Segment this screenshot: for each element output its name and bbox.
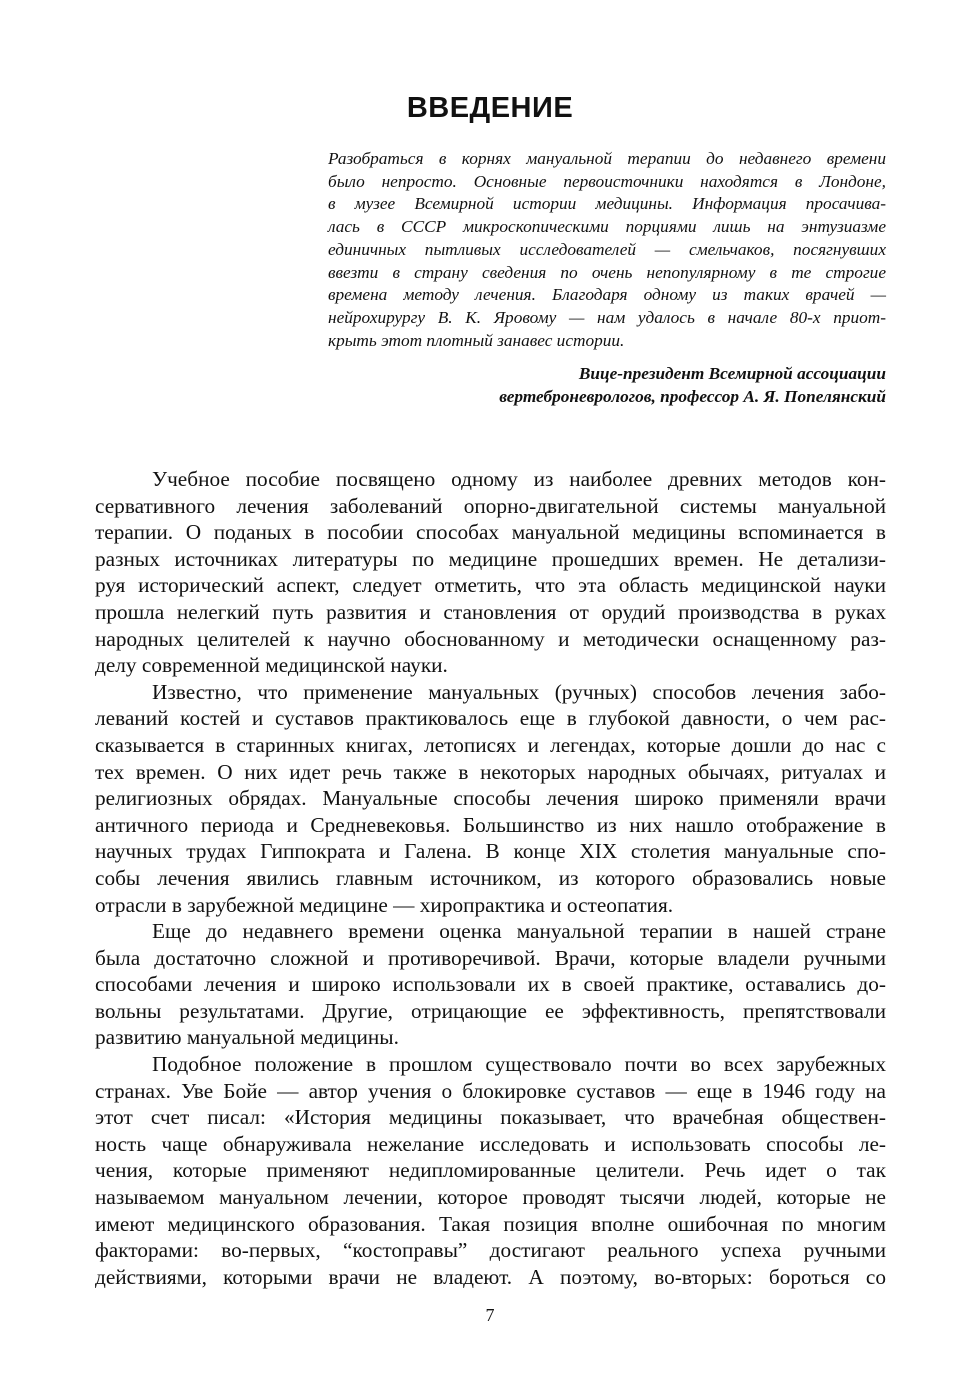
text-line: терапии. О поданых в пособии способах мануальной медицины вспоминается в [95, 520, 886, 545]
epigraph-line: было непросто. Основные первоисточники находятся в Лондоне, [328, 171, 886, 191]
text-line: леваний костей и суставов практиковалось еще в глубокой давности, о чем рас- [95, 706, 886, 731]
epigraph-line: времена методу лечения. Благодаря одному из таких врачей — [328, 285, 886, 305]
epigraph-line: в музее Всемирной истории медицины. Информация просачива- [328, 194, 886, 214]
text-line: Известно, что применение мануальных (ручных) способов лечения забо- [152, 679, 886, 704]
text-line: научных трудах Гиппократа и Галена. В конце XIX столетия мануальные спо- [95, 839, 886, 864]
text-line: Подобное положение в прошлом существовало почти во всех зарубежных [152, 1052, 886, 1077]
text-line: этот счет писал: «История медицины показывает, что врачебная обществен- [95, 1105, 886, 1130]
text-line: называемом мануальном лечении, которое проводят тысячи людей, которые не [95, 1185, 886, 1210]
epigraph-attribution [380, 362, 886, 408]
chapter-title: ВВЕДЕНИЕ [406, 92, 574, 124]
text-line: действиями, которыми врачи не владеют. А поэтому, во-вторых: бороться со [95, 1264, 886, 1289]
page-number: 7 [485, 1305, 495, 1325]
text-line: сказывается в старинных книгах, летописях и легендах, которые дошли до нас с [95, 732, 886, 757]
text-line: собы лечения явились главным источником, из которого образовались новые [95, 865, 886, 890]
text-line: тех времен. О них идет речь также в некоторых народных обычаях, ритуалах и [95, 759, 886, 784]
text-line: Учебное пособие посвящено одному из наиболее древних методов кон- [152, 467, 886, 491]
text-line: руя исторический аспект, следует отметить, что эта область медицинской науки [95, 573, 886, 598]
epigraph-line: крыть этот плотный занавес истории. [328, 330, 625, 350]
text-line: факторами: во-первых, “костоправы” достигают реального успеха ручными [95, 1238, 886, 1263]
text-line: религиозных обрядах. Мануальные способы лечения широко применяли врачи [95, 786, 886, 811]
text-line: развитию мануальной медицины. [95, 1025, 399, 1050]
text-line: способами лечения и широко использовали их в своей практике, оставались до- [95, 972, 886, 997]
epigraph-line: лась в СССР микроскопическими порциями лишь на энтузиазме [328, 217, 886, 237]
text-line: ность чаще обнаруживала нежелание исследовать и использовать способы ле- [95, 1131, 886, 1156]
text-line: Еще до недавнего времени оценка мануальной терапии в нашей стране [152, 919, 886, 944]
epigraph-line: нейрохирургу В. К. Яровому — нам удалось в начале 80-х приот- [328, 307, 886, 327]
main-text [95, 466, 886, 1290]
text-line: прошла нелегкий путь развития и становления от орудий производства в руках [95, 599, 886, 624]
text-line: имеют медицинского образования. Такая позиция вполне ошибочная по многим [95, 1211, 886, 1236]
text-line: вольны результатами. Другие, отрицающие ее эффективность, препятствовали [95, 998, 886, 1023]
attribution-line: вертеброневрологов, профессор А. Я. Попелянский [499, 387, 886, 406]
text-line: чения, которые применяют недипломированные целители. Речь идет о так [95, 1158, 886, 1183]
text-line: делу современной медицинской науки. [95, 653, 448, 678]
text-line: сервативного лечения заболеваний опорно-двигательной системы мануальной [95, 493, 886, 518]
text-line: народных целителей к научно обоснованному и методически оснащенному раз- [95, 626, 886, 651]
text-line: отрасли в зарубежной медицине — хиропрактика и остеопатия. [95, 892, 674, 917]
text-line: античного периода и Средневековья. Большинство из них нашло отображение в [95, 812, 886, 837]
epigraph-line: ввезти в страну сведения по очень непопулярному в те строгие [328, 262, 886, 282]
attribution-line: Вице-президент Всемирной ассоциации [578, 364, 886, 383]
epigraph [328, 148, 886, 352]
text-line: странах. Уве Бойе — автор учения о блокировке суставов — еще в 1946 году на [95, 1078, 886, 1103]
text-line: была достаточно сложной и противоречивой. Врачи, которые владели ручными [95, 945, 886, 970]
text-line: разных источниках литературы по медицине прошедших времен. Не детализи- [95, 546, 886, 571]
epigraph-line: Разобраться в корнях мануальной терапии до недавнего времени [328, 149, 886, 168]
epigraph-line: единичных пытливых исследователей — смельчаков, посягнувших [328, 239, 886, 259]
